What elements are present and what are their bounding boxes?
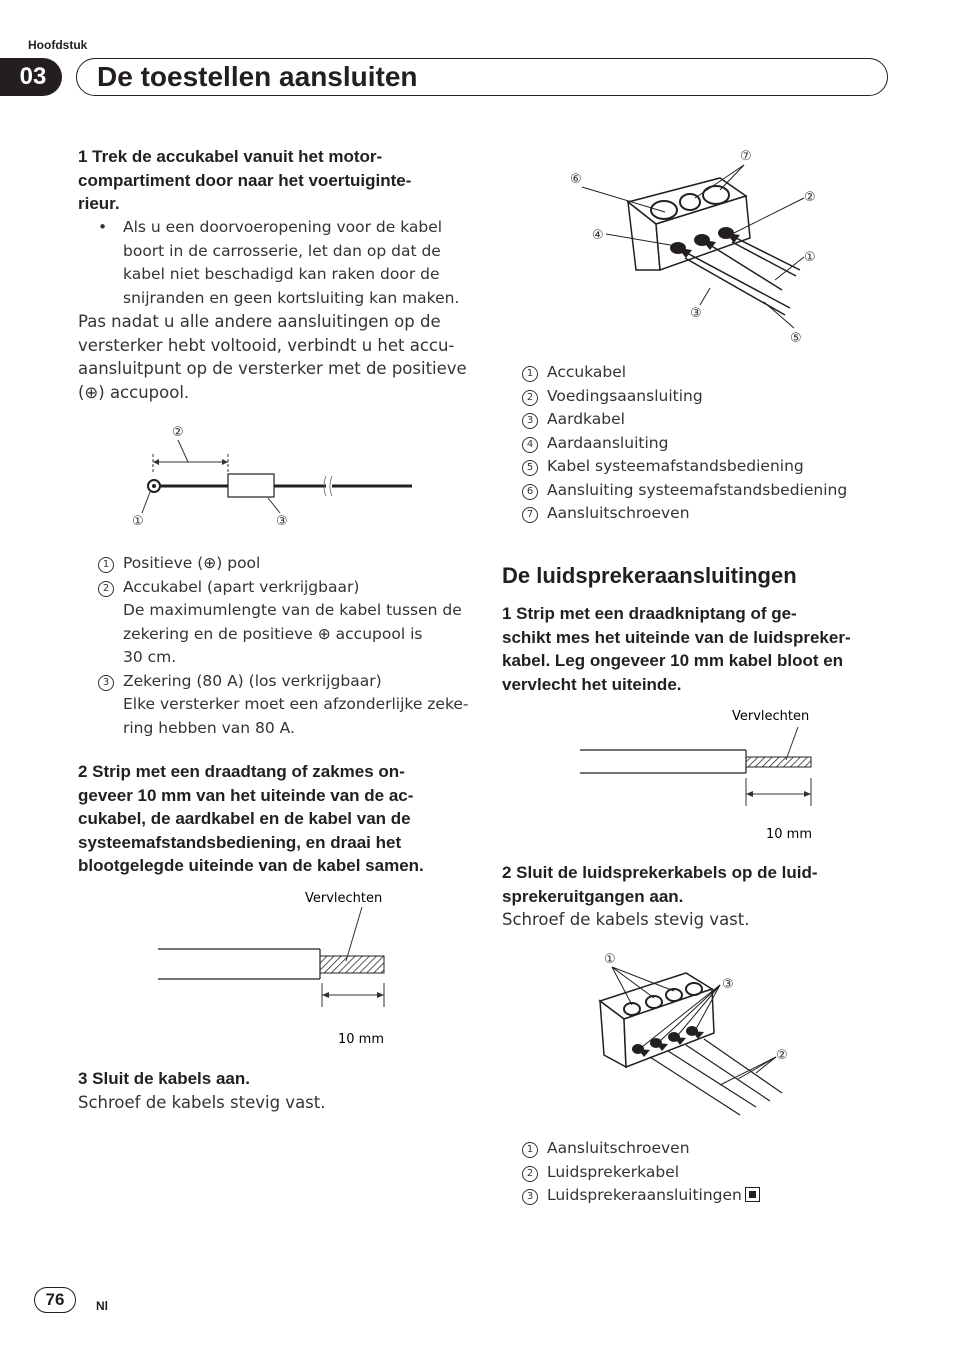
- callout-2: ②: [804, 190, 816, 205]
- legend-text: De maximumlengte van de kabel tussen de: [123, 601, 462, 619]
- legend-text: Luidsprekerkabel: [547, 1162, 680, 1181]
- chapter-number: 03: [0, 58, 62, 96]
- callout-3: ③: [276, 514, 288, 529]
- heading-line: 2 Sluit de luidsprekerkabels op de luid-: [502, 863, 818, 882]
- legend-text: Zekering (80 A) (los verkrijgbaar): [123, 671, 382, 690]
- legend3: [522, 361, 847, 526]
- legend-text: Aardkabel: [547, 410, 625, 428]
- callout-2: ②: [172, 425, 184, 440]
- legend3-item: [522, 502, 847, 526]
- legend-number: 2: [522, 390, 538, 406]
- legend3-item: [522, 432, 847, 456]
- heading-line: rieur.: [78, 194, 120, 213]
- left-step3-heading: 3 Sluit de kabels aan.: [78, 1069, 250, 1088]
- bullet-marker: •: [98, 218, 108, 236]
- legend-text: ring hebben van 80 A.: [123, 718, 295, 737]
- heading-line: kabel. Leg ongeveer 10 mm kabel bloot en: [502, 651, 844, 670]
- legend3-item: [522, 361, 847, 385]
- left-step1-paragraph: [78, 310, 467, 404]
- para-line: versterker hebt voltooid, verbindt u het accu-: [78, 335, 455, 355]
- heading-line: 1 Strip met een draadkniptang of ge-: [502, 604, 797, 623]
- battery-cable-diagram: [120, 418, 430, 538]
- callout-5: ⑤: [790, 331, 802, 346]
- heading-line: cukabel, de aardkabel en de kabel van de: [78, 809, 411, 828]
- legend-text: Accukabel: [547, 363, 627, 381]
- legend-number: 1: [98, 557, 114, 573]
- legend1-item: [98, 670, 469, 694]
- legend-text: Aansluitschroeven: [547, 1139, 690, 1157]
- left-step1-heading: [78, 145, 411, 216]
- legend-number: 4: [522, 437, 538, 453]
- legend-number: 1: [522, 366, 538, 382]
- speaker-terminal-diagram: [590, 945, 810, 1125]
- legend5: [522, 1137, 760, 1208]
- legend-number: 5: [522, 460, 538, 476]
- callout-3: ③: [722, 977, 734, 992]
- legend5-item: [522, 1184, 760, 1208]
- left-step1-bullet: [123, 216, 459, 310]
- legend-text: Luidsprekeraansluitingen: [547, 1186, 742, 1204]
- power-terminal-diagram: [560, 140, 840, 350]
- legend3-item: [522, 455, 847, 479]
- heading-line: compartiment door naar het voertuiginte-: [78, 170, 412, 190]
- legend-text: Positieve (⊕) pool: [123, 554, 261, 572]
- para-line: aansluitpunt op de versterker met de positieve: [78, 359, 467, 378]
- end-of-section-icon: [745, 1187, 760, 1202]
- legend-number: 7: [522, 507, 538, 523]
- page-number: 76: [34, 1287, 76, 1313]
- callout-2: ②: [776, 1048, 788, 1063]
- heading-line: 1 Trek de accukabel vanuit het motor-: [78, 147, 383, 166]
- legend-text: 30 cm.: [123, 648, 177, 666]
- legend5-item: [522, 1161, 760, 1185]
- callout-6: ⑥: [570, 172, 582, 187]
- legend3-item: [522, 408, 847, 432]
- callout-1: ①: [132, 514, 144, 529]
- bullet-line: snijranden en geen kortsluiting kan maken.: [123, 288, 460, 307]
- legend-text: Elke versterker moet een afzonderlijke zeke-: [123, 695, 469, 713]
- heading-line: geveer 10 mm van het uiteinde van de ac-: [78, 785, 414, 805]
- legend-number: 3: [98, 675, 114, 691]
- heading-line: blootgelegde uiteinde van de kabel samen.: [78, 856, 424, 875]
- heading-line: systeemafstandsbediening, en draai het: [78, 832, 402, 852]
- strip-wire-diagram-left: [150, 885, 400, 1050]
- twist-label: Vervlechten: [305, 891, 383, 906]
- bullet-line: kabel niet beschadigd kan raken door de: [123, 265, 440, 283]
- legend-number: 2: [522, 1166, 538, 1182]
- bullet-line: Als u een doorvoeropening voor de kabel: [123, 218, 443, 236]
- right-step1-heading: [502, 602, 851, 696]
- left-step2-heading: [78, 760, 424, 878]
- legend1-item: [98, 552, 469, 576]
- legend-text: Voedingsaansluiting: [547, 386, 703, 405]
- length-label: 10 mm: [766, 827, 813, 842]
- legend-text: Kabel systeemafstandsbediening: [547, 457, 804, 475]
- legend3-item: [522, 385, 847, 409]
- para-line: (⊕) accupool.: [78, 382, 190, 402]
- chapter-label: Hoofdstuk: [28, 38, 88, 52]
- heading-line: vervlecht het uiteinde.: [502, 674, 682, 694]
- strip-wire-diagram-right: [572, 702, 822, 847]
- heading-line: sprekeruitgangen aan.: [502, 886, 684, 906]
- legend-text: zekering en de positieve ⊕ accupool is: [123, 624, 423, 643]
- legend-text: Accukabel (apart verkrijgbaar): [123, 577, 360, 596]
- language-code: Nl: [96, 1299, 108, 1313]
- legend1: [98, 552, 469, 740]
- bullet-line: boort in de carrosserie, let dan op dat de: [123, 241, 441, 260]
- legend3-item: [522, 479, 847, 503]
- legend-text: Aansluiting systeemafstandsbediening: [547, 480, 848, 499]
- legend-text: Aardaansluiting: [547, 433, 669, 452]
- para-line: Pas nadat u alle andere aansluitingen op de: [78, 312, 441, 331]
- callout-1: ①: [604, 952, 616, 967]
- twist-label: Vervlechten: [732, 709, 810, 724]
- callout-3: ③: [690, 306, 702, 321]
- heading-line: 2 Strip met een draadtang of zakmes on-: [78, 762, 405, 781]
- callout-7: ⑦: [740, 149, 752, 164]
- length-label: 10 mm: [338, 1032, 385, 1047]
- callout-1: ①: [804, 250, 816, 265]
- legend5-item: [522, 1137, 760, 1161]
- legend-number: 3: [522, 1189, 538, 1205]
- right-step2-heading: [502, 861, 818, 908]
- section-title: De luidsprekeraansluitingen: [502, 563, 797, 588]
- legend-text: Aansluitschroeven: [547, 504, 690, 522]
- legend-number: 6: [522, 484, 538, 500]
- legend1-item: [98, 576, 469, 600]
- left-step3-text: Schroef de kabels stevig vast.: [78, 1093, 326, 1112]
- legend-number: 3: [522, 413, 538, 429]
- legend-number: 2: [98, 581, 114, 597]
- chapter-title: De toestellen aansluiten: [97, 61, 418, 92]
- callout-4: ④: [592, 228, 604, 243]
- right-step2-text: Schroef de kabels stevig vast.: [502, 910, 750, 929]
- legend-number: 1: [522, 1142, 538, 1158]
- heading-line: schikt mes het uiteinde van de luidspreker-: [502, 627, 851, 647]
